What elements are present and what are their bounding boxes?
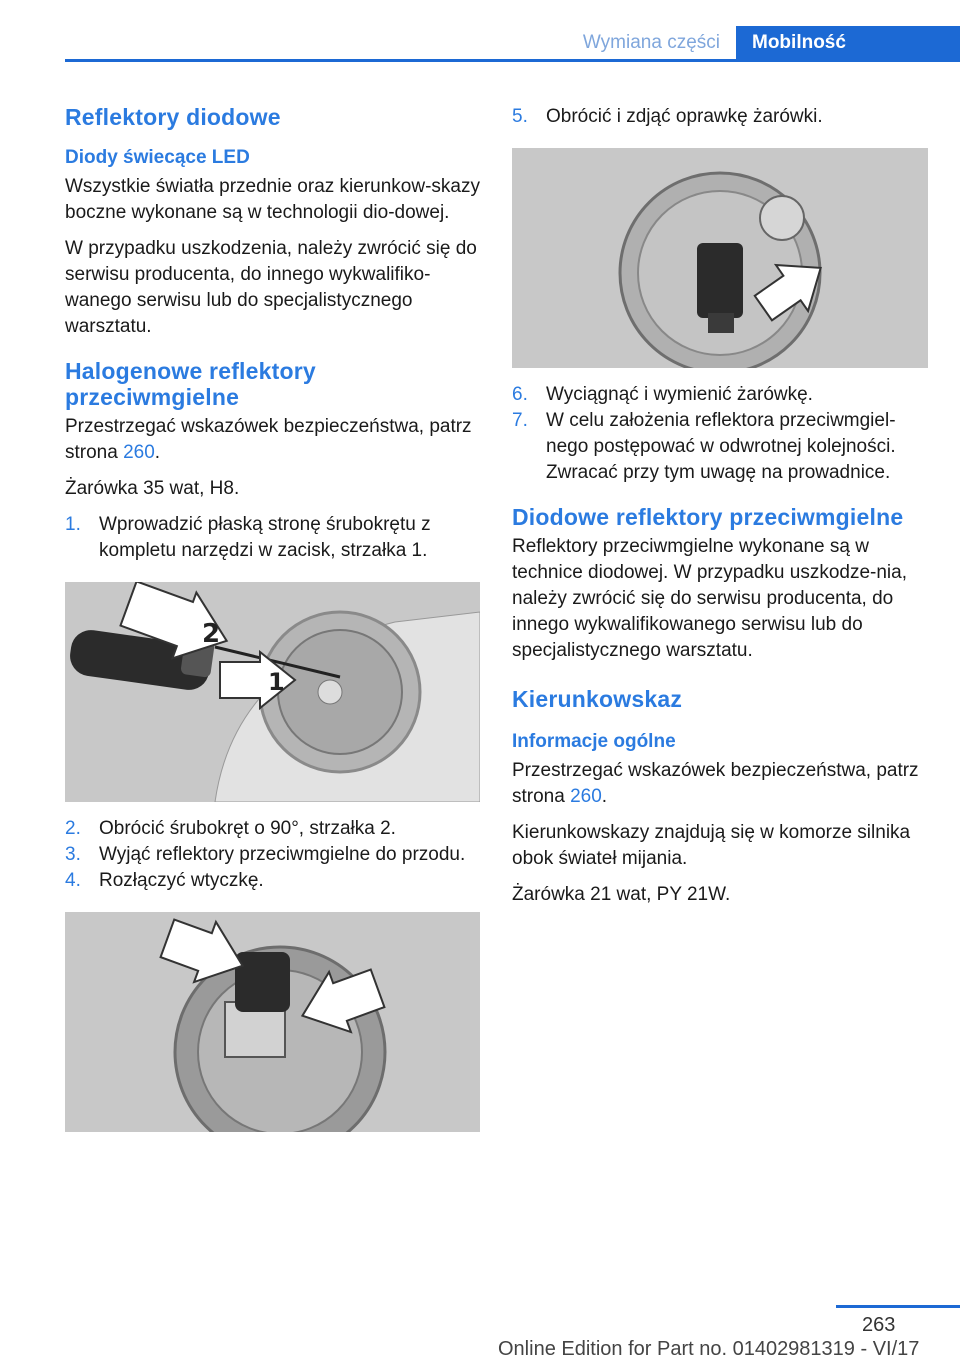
- paragraph-safety-right: [512, 758, 928, 810]
- steps-list-a: [65, 512, 480, 564]
- step-text: Wprowadzić płaską stronę śrubokrętu z kompletu narzędzi w zacisk, strzałka 1.: [99, 514, 431, 561]
- heading-halogen-fog: Halogenowe reflektory przeciwmgielne: [65, 358, 316, 410]
- step-text: W celu założenia reflektora przeciwmgiel-nego postępować w odwrotnej kolejności. Zwracać przy tym uwagę na prowadnice.: [546, 410, 896, 483]
- step-item: [512, 382, 928, 408]
- figure-screwdriver: [65, 582, 480, 802]
- period: .: [601, 786, 608, 807]
- step-number: 7.: [512, 410, 528, 431]
- step-number: 1.: [65, 514, 81, 535]
- left-column: [65, 98, 480, 1132]
- step-text: Rozłączyć wtyczkę.: [99, 870, 264, 891]
- paragraph-led-technology: Wszystkie światła przednie oraz kierunkow-skazy boczne wykonane są w technologii dio-dowej.: [65, 176, 480, 223]
- step-item: [65, 816, 480, 842]
- step-item: [512, 408, 928, 486]
- chapter-tab: Mobilność: [736, 26, 960, 62]
- period: .: [154, 442, 161, 463]
- arrow-label-1: 1: [268, 668, 285, 696]
- page-header: [65, 26, 960, 62]
- paragraph-bulb-h8: Żarówka 35 wat, H8.: [65, 478, 240, 499]
- safety-text: Przestrzegać wskazówek bezpieczeństwa, patrz strona: [512, 760, 919, 807]
- paragraph-bulb-py21w: Żarówka 21 wat, PY 21W.: [512, 884, 731, 905]
- arrow-label-2: 2: [202, 619, 221, 649]
- paragraph-indicator-location: Kierunkowskazy znajdują się w komorze silnika obok świateł mijania.: [512, 822, 911, 869]
- step-text: Obrócić śrubokręt o 90°, strzałka 2.: [99, 818, 396, 839]
- paragraph-diode-fog: Reflektory przeciwmgielne wykonane są w technice diodowej. W przypadku uszkodze-nia, należy zwrócić się do serwisu producenta, do innego wykwalifikowanego serwisu lub do specjalistycznego warsztatu.: [512, 536, 907, 661]
- subheading-led: Diody świecące LED: [65, 147, 250, 168]
- step-number: 2.: [65, 818, 81, 839]
- header-rule: [65, 59, 960, 62]
- edition-note: Online Edition for Part no. 01402981319 - VI/17: [498, 1338, 920, 1360]
- right-column: [512, 98, 928, 908]
- step-text: Wyjąć reflektory przeciwmgielne do przodu.: [99, 844, 466, 865]
- page-number: 263: [862, 1314, 896, 1336]
- figure-fog-lamp-removed: [65, 912, 480, 1132]
- steps-list-d: [512, 382, 928, 486]
- figure-bulb-socket: [512, 148, 928, 368]
- subheading-general: Informacje ogólne: [512, 731, 676, 752]
- steps-list-b: [65, 816, 480, 894]
- heading-led-headlights: Reflektory diodowe: [65, 104, 281, 130]
- safety-page-link[interactable]: 260: [570, 786, 602, 807]
- paragraph-led-service: W przypadku uszkodzenia, należy zwrócić się do serwisu producenta, do innego wykwalifiko-wanego serwisu lub do specjalistycznego warsztatu.: [65, 238, 477, 337]
- heading-diode-fog: Diodowe reflektory przeciwmgielne: [512, 504, 904, 530]
- paragraph-safety-left: [65, 414, 480, 466]
- step-text: Wyciągnąć i wymienić żarówkę.: [546, 384, 813, 405]
- safety-page-link[interactable]: 260: [123, 442, 155, 463]
- step-number: 6.: [512, 384, 528, 405]
- step-number: 5.: [512, 106, 528, 127]
- steps-list-c: [512, 104, 928, 130]
- step-item: [65, 512, 480, 564]
- section-tab: Wymiana części: [582, 32, 720, 53]
- heading-indicator: Kierunkowskaz: [512, 686, 683, 712]
- step-item: [65, 842, 480, 868]
- step-item: [512, 104, 928, 130]
- safety-text: Przestrzegać wskazówek bezpieczeństwa, patrz strona: [65, 416, 472, 463]
- step-item: [65, 868, 480, 894]
- step-number: 3.: [65, 844, 81, 865]
- step-text: Obrócić i zdjąć oprawkę żarówki.: [546, 106, 823, 127]
- step-number: 4.: [65, 870, 81, 891]
- footer-rule: [836, 1305, 960, 1308]
